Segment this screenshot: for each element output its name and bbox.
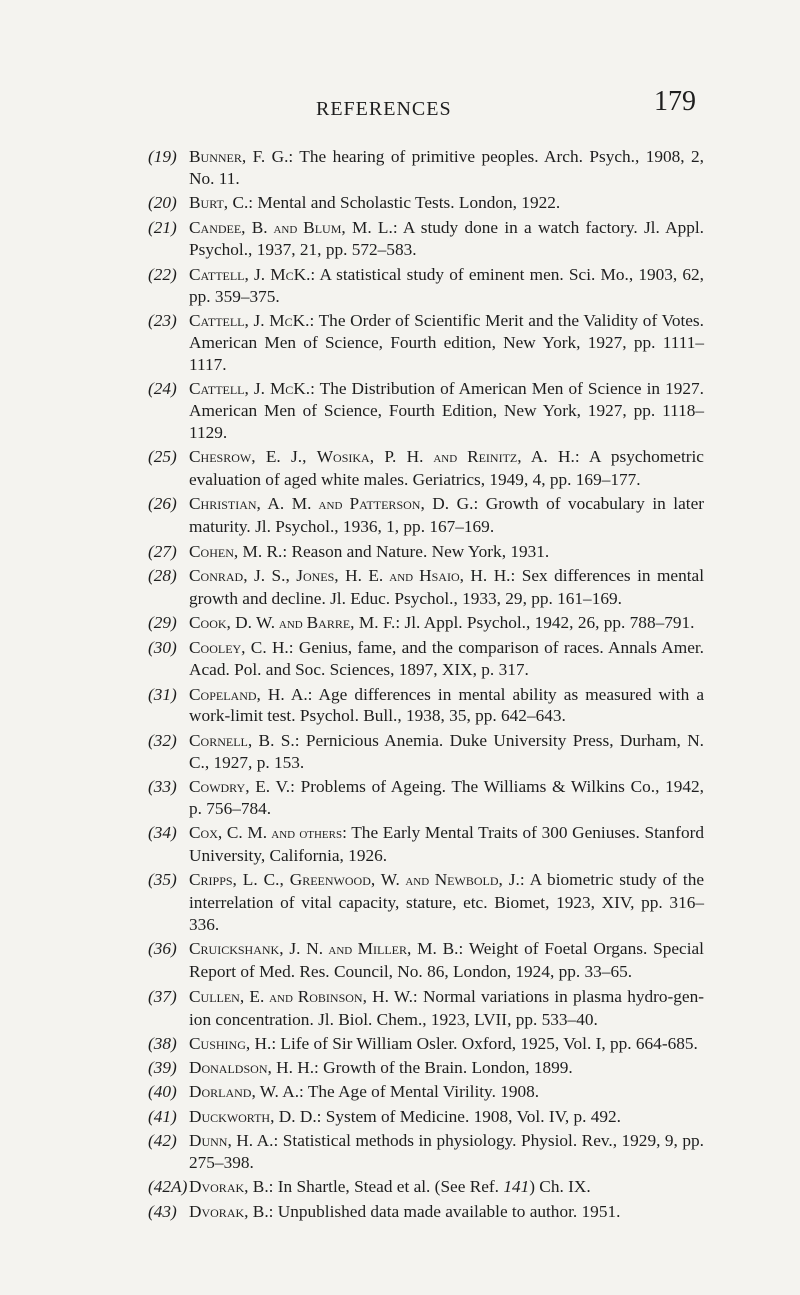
reference-entry bbox=[148, 493, 704, 538]
reference-entry bbox=[148, 684, 704, 728]
reference-author: Candee, B. bbox=[189, 217, 268, 237]
reference-list bbox=[148, 146, 704, 1225]
reference-author: Burt, C. bbox=[189, 193, 249, 213]
reference-entry bbox=[148, 822, 704, 867]
reference-text: : The Order of Scientific Merit and the Validity of Votes. American Men of Science, Fourth edition, New York, 1927, pp. 1111–1117. bbox=[189, 310, 704, 374]
reference-author: Robinson, H. W. bbox=[297, 986, 413, 1006]
reference-number: (35) bbox=[148, 870, 177, 890]
reference-author: Greenwood, W. bbox=[289, 870, 400, 890]
reference-author: Cattell, J. McK. bbox=[189, 379, 311, 399]
reference-text: , bbox=[285, 565, 297, 585]
reference-text: : In Shartle, Stead et al. (See Ref. bbox=[268, 1177, 504, 1197]
reference-author: Dunn, H. A. bbox=[189, 1131, 274, 1151]
reference-author: Cooley, C. H. bbox=[189, 638, 289, 658]
reference-author: Cohen, M. R. bbox=[189, 541, 283, 561]
reference-text: : Growth of vocabulary in later maturity. Jl. Psychol., 1936, 1, pp. 167–169. bbox=[189, 494, 704, 537]
reference-text: , bbox=[279, 870, 290, 890]
reference-text: : Reason and Nature. New York, 1931. bbox=[282, 541, 550, 561]
reference-text: : Pernicious Anemia. Duke University Press, Durham, N. C., 1927, p. 153. bbox=[189, 730, 705, 772]
reference-author: Donaldson, H. H. bbox=[189, 1058, 315, 1078]
reference-connector: and bbox=[275, 615, 307, 633]
reference-number: (41) bbox=[148, 1106, 177, 1126]
reference-author: Dorland, W. A. bbox=[189, 1082, 300, 1102]
reference-text: : Weight of Foetal Organs. Special Report of Med. Res. Council, No. 86, London, 1924, pp. 33–65. bbox=[189, 939, 704, 982]
reference-entry bbox=[148, 776, 704, 820]
reference-author: Duckworth, D. D. bbox=[189, 1106, 317, 1126]
reference-text: : Statistical methods in physiology. Physiol. Rev., 1929, 9, pp. 275–398. bbox=[189, 1131, 704, 1172]
reference-text: : Jl. Appl. Psychol., 1942, 26, pp. 788–791. bbox=[395, 613, 695, 633]
reference-number: (26) bbox=[148, 494, 177, 514]
reference-author: Cook, D. W. bbox=[189, 613, 276, 633]
reference-text: : Genius, fame, and the comparison of races. Annals Amer. Acad. Pol. and Soc. Sciences, 1897, XIX, p. 317. bbox=[189, 638, 704, 680]
reference-text: : The Early Mental Traits of 300 Geniuses. Stanford University, California, 1926. bbox=[189, 823, 704, 866]
reference-number: (33) bbox=[148, 776, 177, 796]
reference-number: (42) bbox=[148, 1131, 177, 1151]
reference-number: (43) bbox=[148, 1201, 177, 1221]
reference-text: : A psychometric evaluation of aged white males. Geriatrics, 1949, 4, pp. 169–177. bbox=[189, 447, 704, 490]
reference-author: Reinitz, A. H. bbox=[467, 447, 575, 467]
running-head: REFERENCES bbox=[316, 98, 452, 120]
reference-author: Cruickshank, J. N. bbox=[189, 939, 324, 959]
reference-number: (25) bbox=[148, 447, 177, 467]
reference-number: (27) bbox=[148, 541, 177, 561]
reference-number: (34) bbox=[148, 823, 177, 843]
reference-number: (21) bbox=[148, 217, 177, 237]
reference-entry bbox=[148, 146, 704, 190]
reference-text: : A biometric study of the interrelation of vital capacity, stature, etc. Biomet, 1923, XIV, pp. 316–336. bbox=[189, 870, 705, 935]
reference-entry bbox=[148, 637, 704, 681]
reference-entry bbox=[148, 1081, 704, 1103]
reference-number: (30) bbox=[148, 638, 177, 658]
reference-number: (28) bbox=[148, 565, 177, 585]
reference-number: (42A) bbox=[148, 1177, 188, 1197]
reference-entry bbox=[148, 1057, 704, 1079]
reference-number: (22) bbox=[148, 264, 177, 284]
reference-text: , bbox=[302, 447, 317, 467]
reference-number: (29) bbox=[148, 613, 177, 633]
reference-entry bbox=[148, 986, 704, 1031]
page-header bbox=[148, 86, 696, 132]
reference-author: Cripps, L. C. bbox=[189, 870, 280, 890]
reference-author: Cushing, H. bbox=[189, 1033, 272, 1053]
reference-author: Jones, H. E. bbox=[296, 565, 384, 585]
reference-entry bbox=[148, 1130, 704, 1174]
reference-text: : Problems of Ageing. The Williams & Wilkins Co., 1942, p. 756–784. bbox=[189, 776, 705, 818]
reference-author: Dvorak, B. bbox=[189, 1177, 269, 1197]
reference-entry bbox=[148, 612, 704, 635]
reference-author: Dvorak, B. bbox=[189, 1201, 269, 1221]
reference-entry bbox=[148, 1201, 704, 1223]
reference-entry bbox=[148, 378, 704, 444]
reference-entry bbox=[148, 730, 704, 774]
reference-entry bbox=[148, 217, 704, 262]
reference-text: : System of Medicine. 1908, Vol. IV, p. 492. bbox=[316, 1106, 621, 1126]
reference-author: Cox, C. M. bbox=[189, 823, 268, 843]
reference-author: Patterson, D. G. bbox=[349, 494, 474, 514]
reference-author: Conrad, J. S. bbox=[189, 565, 286, 585]
reference-number: (20) bbox=[148, 193, 177, 213]
reference-text: : A statistical study of eminent men. Sci. Mo., 1903, 62, pp. 359–375. bbox=[189, 264, 704, 306]
reference-entry bbox=[148, 310, 704, 376]
reference-connector: and bbox=[383, 567, 420, 585]
reference-entry bbox=[148, 869, 704, 936]
reference-author: Newbold, J. bbox=[434, 870, 520, 890]
reference-text: : The hearing of primitive peoples. Arch. Psych., 1908, 2, No. 11. bbox=[189, 147, 704, 188]
reference-connector: and bbox=[399, 872, 435, 890]
reference-number: (23) bbox=[148, 310, 177, 330]
reference-author: Copeland, H. A. bbox=[189, 684, 308, 704]
reference-author: Miller, M. B. bbox=[357, 939, 459, 959]
reference-number: (24) bbox=[148, 379, 177, 399]
reference-connector: and bbox=[423, 449, 468, 467]
reference-text: ) Ch. IX. bbox=[529, 1177, 591, 1197]
reference-text: : Age differences in mental ability as measured with a work-limit test. Psychol. Bull., 1938, 35, pp. 642–643. bbox=[189, 684, 704, 726]
reference-text: : Life of Sir William Osler. Oxford, 1925, Vol. I, pp. 664-685. bbox=[271, 1033, 698, 1053]
reference-author: Cornell, B. S. bbox=[189, 730, 295, 750]
reference-entry bbox=[148, 192, 704, 214]
reference-number: (32) bbox=[148, 730, 177, 750]
reference-number: (37) bbox=[148, 986, 177, 1006]
reference-author: Cattell, J. McK. bbox=[189, 310, 310, 330]
reference-connector: and bbox=[267, 219, 304, 237]
reference-text: : The Distribution of American Men of Science in 1927. American Men of Science, Fourth Edition, New York, 1927, pp. 1118–1129. bbox=[189, 379, 704, 442]
reference-cite: 141 bbox=[503, 1177, 530, 1197]
reference-entry bbox=[148, 565, 704, 610]
reference-author: Wosika, P. H. bbox=[316, 447, 424, 467]
reference-text: : The Age of Mental Virility. 1908. bbox=[299, 1082, 540, 1102]
reference-entry bbox=[148, 1033, 704, 1055]
reference-entry bbox=[148, 938, 704, 983]
reference-entry bbox=[148, 1106, 704, 1128]
reference-author: Blum, M. L. bbox=[303, 217, 393, 237]
reference-text: : Mental and Scholastic Tests. London, 1922. bbox=[248, 193, 561, 213]
reference-author: Cowdry, E. V. bbox=[189, 776, 291, 796]
reference-author: Bunner, F. G. bbox=[189, 147, 289, 166]
reference-number: (31) bbox=[148, 684, 177, 704]
reference-author: Hsaio, H. H. bbox=[419, 565, 511, 585]
reference-entry bbox=[148, 446, 704, 491]
reference-author: Chesrow, E. J. bbox=[189, 447, 303, 467]
reference-entry bbox=[148, 264, 704, 308]
reference-number: (40) bbox=[148, 1082, 177, 1102]
reference-connector: and others bbox=[267, 825, 343, 843]
reference-author: Barre, M. F. bbox=[306, 613, 396, 633]
reference-entry bbox=[148, 541, 704, 563]
reference-number: (38) bbox=[148, 1033, 177, 1053]
reference-text: : Unpublished data made available to author. 1951. bbox=[268, 1201, 621, 1221]
reference-number: (39) bbox=[148, 1058, 177, 1078]
reference-connector: and bbox=[323, 941, 358, 959]
reference-entry bbox=[148, 1176, 704, 1198]
reference-text: : Sex differences in mental growth and decline. Jl. Educ. Psychol., 1933, 29, pp. 161–169. bbox=[189, 565, 705, 608]
reference-text: : Growth of the Brain. London, 1899. bbox=[314, 1058, 573, 1078]
reference-text: : A study done in a watch factory. Jl. Appl. Psychol., 1937, 21, pp. 572–583. bbox=[189, 217, 704, 260]
reference-connector: and bbox=[264, 988, 298, 1006]
reference-author: Cullen, E. bbox=[189, 986, 265, 1006]
reference-number: (19) bbox=[148, 147, 177, 166]
reference-number: (36) bbox=[148, 939, 177, 959]
reference-author: Cattell, J. McK. bbox=[189, 264, 311, 284]
reference-connector: and bbox=[311, 496, 350, 514]
page-number: 179 bbox=[654, 86, 696, 117]
reference-author: Christian, A. M. bbox=[189, 494, 312, 514]
reference-text: : Normal variations in plasma hydro-gen-ion concentration. Jl. Biol. Chem., 1923, LVII, pp. 533–40. bbox=[189, 986, 704, 1029]
